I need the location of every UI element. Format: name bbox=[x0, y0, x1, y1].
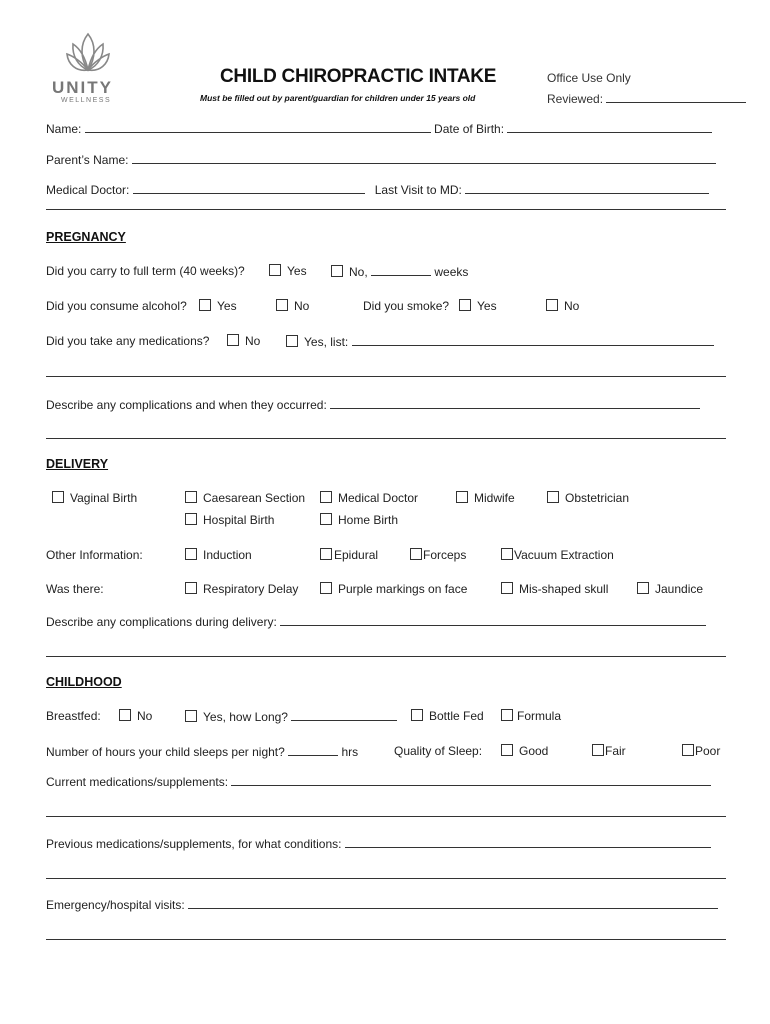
home-birth-label: Home Birth bbox=[338, 513, 399, 527]
vacuum-checkbox[interactable] bbox=[501, 548, 513, 560]
meds-yes bbox=[286, 334, 714, 349]
meds-yes-checkbox[interactable] bbox=[286, 335, 298, 347]
medical-doctor-checkbox[interactable] bbox=[320, 491, 332, 503]
vaginal-birth-checkbox[interactable] bbox=[52, 491, 64, 503]
sleep-hours-label: Number of hours your child sleeps per night? bbox=[46, 745, 285, 759]
delivery-complications-label: Describe any complications during delivery: bbox=[46, 615, 277, 629]
formula-label: Formula bbox=[517, 709, 562, 723]
sleep-good-label: Good bbox=[519, 744, 549, 758]
alcohol-no-checkbox[interactable] bbox=[276, 299, 288, 311]
breastfed-no-label: No bbox=[137, 709, 153, 723]
respiratory-option bbox=[185, 582, 298, 596]
pregnancy-complications-field[interactable] bbox=[330, 397, 700, 409]
forceps-option bbox=[410, 548, 466, 562]
sleep-poor-checkbox[interactable] bbox=[682, 744, 694, 756]
hospital-birth-option bbox=[185, 513, 274, 527]
doctor-label: Medical Doctor: bbox=[46, 183, 130, 197]
sleep-fair-checkbox[interactable] bbox=[592, 744, 604, 756]
breastfed-yes-option bbox=[185, 709, 397, 724]
alcohol-yes-checkbox[interactable] bbox=[199, 299, 211, 311]
epidural-option bbox=[320, 548, 378, 562]
sleep-good-option bbox=[501, 744, 548, 758]
dob-field[interactable] bbox=[507, 121, 712, 133]
jaundice-checkbox[interactable] bbox=[637, 582, 649, 594]
delivery-complications-continuation[interactable] bbox=[46, 656, 726, 657]
bottle-fed-label: Bottle Fed bbox=[429, 709, 484, 723]
delivery-complications-field[interactable] bbox=[280, 614, 706, 626]
vaginal-birth-option bbox=[52, 491, 137, 505]
purple-markings-checkbox[interactable] bbox=[320, 582, 332, 594]
sleep-fair-option bbox=[592, 744, 626, 758]
medical-doctor-label: Medical Doctor bbox=[338, 491, 419, 505]
vacuum-option bbox=[501, 548, 614, 562]
sleep-quality-label: Quality of Sleep: bbox=[394, 744, 483, 758]
full-term-weeks-field[interactable] bbox=[371, 264, 431, 276]
full-term-yes-label: Yes bbox=[287, 264, 307, 278]
sleep-hours-row bbox=[46, 744, 358, 759]
sleep-hours-field[interactable] bbox=[288, 744, 338, 756]
purple-markings-option bbox=[320, 582, 467, 596]
delivery-complications-row bbox=[46, 614, 706, 629]
midwife-option bbox=[456, 491, 515, 505]
previous-meds-continuation[interactable] bbox=[46, 878, 726, 879]
previous-meds-field[interactable] bbox=[345, 836, 711, 848]
lotus-logo-icon bbox=[64, 30, 112, 76]
epidural-checkbox[interactable] bbox=[320, 548, 332, 560]
jaundice-option bbox=[637, 582, 703, 596]
medical-doctor-option bbox=[320, 491, 418, 505]
emergency-field[interactable] bbox=[188, 897, 718, 909]
forceps-label: Forceps bbox=[423, 548, 467, 562]
bottle-fed-checkbox[interactable] bbox=[411, 709, 423, 721]
name-field[interactable] bbox=[85, 121, 431, 133]
obstetrician-label: Obstetrician bbox=[565, 491, 630, 505]
breastfed-no-option bbox=[119, 709, 152, 723]
misshaped-skull-checkbox[interactable] bbox=[501, 582, 513, 594]
respiratory-checkbox[interactable] bbox=[185, 582, 197, 594]
induction-option bbox=[185, 548, 252, 562]
alcohol-yes-label: Yes bbox=[217, 299, 237, 313]
smoke-question: Did you smoke? bbox=[363, 299, 450, 313]
sleep-poor-label: Poor bbox=[695, 744, 721, 758]
meds-question: Did you take any medications? bbox=[46, 334, 210, 348]
logo-brand: UNITY bbox=[52, 78, 113, 97]
smoke-no-checkbox[interactable] bbox=[546, 299, 558, 311]
full-term-no-checkbox[interactable] bbox=[331, 265, 343, 277]
jaundice-label: Jaundice bbox=[655, 582, 704, 596]
meds-no-checkbox[interactable] bbox=[227, 334, 239, 346]
current-meds-row bbox=[46, 774, 711, 789]
hospital-birth-label: Hospital Birth bbox=[203, 513, 275, 527]
parent-field[interactable] bbox=[132, 152, 716, 164]
breastfed-label: Breastfed: bbox=[46, 709, 101, 723]
logo-subtitle: WELLNESS bbox=[61, 97, 112, 104]
home-birth-option bbox=[320, 513, 398, 527]
pregnancy-heading: PREGNANCY bbox=[46, 230, 126, 244]
meds-no-label: No bbox=[245, 334, 261, 348]
smoke-no bbox=[546, 299, 579, 313]
form-subtitle: Must be filled out by parent/guardian for children under 15 years old bbox=[200, 93, 476, 103]
hospital-birth-checkbox[interactable] bbox=[185, 513, 197, 525]
last-visit-label: Last Visit to MD: bbox=[374, 183, 462, 197]
meds-no bbox=[227, 334, 260, 348]
hrs-label: hrs bbox=[341, 745, 359, 759]
name-row bbox=[46, 121, 712, 136]
current-meds-field[interactable] bbox=[231, 774, 711, 786]
full-term-yes-checkbox[interactable] bbox=[269, 264, 281, 276]
misshaped-skull-label: Mis-shaped skull bbox=[519, 582, 609, 596]
full-term-no-label: No, bbox=[349, 265, 368, 279]
pregnancy-complications-row bbox=[46, 397, 700, 412]
midwife-checkbox[interactable] bbox=[456, 491, 468, 503]
caesarean-option bbox=[185, 491, 305, 505]
midwife-label: Midwife bbox=[474, 491, 515, 505]
reviewed-field[interactable] bbox=[606, 91, 746, 103]
full-term-yes bbox=[269, 264, 307, 278]
doctor-row bbox=[46, 182, 709, 197]
office-use-label: Office Use Only bbox=[547, 71, 631, 85]
caesarean-checkbox[interactable] bbox=[185, 491, 197, 503]
breastfed-yes-checkbox[interactable] bbox=[185, 710, 197, 722]
misshaped-skull-option bbox=[501, 582, 608, 596]
sleep-fair-label: Fair bbox=[605, 744, 626, 758]
childhood-heading: CHILDHOOD bbox=[46, 675, 122, 689]
previous-meds-label: Previous medications/supplements, for what conditions: bbox=[46, 837, 342, 851]
current-meds-continuation[interactable] bbox=[46, 816, 726, 817]
formula-checkbox[interactable] bbox=[501, 709, 513, 721]
emergency-continuation[interactable] bbox=[46, 939, 726, 940]
alcohol-no bbox=[276, 299, 309, 313]
induction-checkbox[interactable] bbox=[185, 548, 197, 560]
smoke-no-label: No bbox=[564, 299, 580, 313]
bottle-fed-option bbox=[411, 709, 484, 723]
forceps-checkbox[interactable] bbox=[410, 548, 422, 560]
parent-row bbox=[46, 152, 716, 167]
vacuum-label: Vacuum Extraction bbox=[514, 548, 614, 562]
name-label: Name: bbox=[46, 122, 82, 136]
formula-option bbox=[501, 709, 561, 723]
weeks-label: weeks bbox=[434, 265, 469, 279]
sleep-good-checkbox[interactable] bbox=[501, 744, 513, 756]
breastfed-yes-label: Yes, how Long? bbox=[203, 710, 288, 724]
current-meds-label: Current medications/supplements: bbox=[46, 775, 229, 789]
sleep-poor-option bbox=[682, 744, 720, 758]
emergency-label: Emergency/hospital visits: bbox=[46, 898, 185, 912]
meds-yes-label: Yes, list: bbox=[304, 335, 349, 349]
other-info-label: Other Information: bbox=[46, 548, 143, 562]
smoke-yes-label: Yes bbox=[477, 299, 497, 313]
parent-label: Parent’s Name: bbox=[46, 153, 129, 167]
pregnancy-complications-continuation[interactable] bbox=[46, 438, 726, 439]
obstetrician-checkbox[interactable] bbox=[547, 491, 559, 503]
caesarean-label: Caesarean Section bbox=[203, 491, 306, 505]
last-visit-field[interactable] bbox=[465, 182, 709, 194]
full-term-no bbox=[331, 264, 468, 279]
induction-label: Induction bbox=[203, 548, 252, 562]
full-term-question: Did you carry to full term (40 weeks)? bbox=[46, 264, 245, 278]
obstetrician-option bbox=[547, 491, 629, 505]
breastfed-duration-field[interactable] bbox=[291, 709, 397, 721]
home-birth-checkbox[interactable] bbox=[320, 513, 332, 525]
reviewed-row bbox=[547, 91, 746, 106]
purple-markings-label: Purple markings on face bbox=[338, 582, 468, 596]
previous-meds-row bbox=[46, 836, 711, 851]
respiratory-label: Respiratory Delay bbox=[203, 582, 299, 596]
reviewed-label: Reviewed: bbox=[547, 92, 604, 106]
smoke-yes-checkbox[interactable] bbox=[459, 299, 471, 311]
dob-label: Date of Birth: bbox=[434, 122, 505, 136]
form-title: CHILD CHIROPRACTIC INTAKE bbox=[220, 66, 497, 87]
meds-list-continuation[interactable] bbox=[46, 376, 726, 377]
alcohol-yes bbox=[199, 299, 237, 313]
delivery-heading: DELIVERY bbox=[46, 457, 109, 471]
epidural-label: Epidural bbox=[334, 548, 379, 562]
vaginal-birth-label: Vaginal Birth bbox=[70, 491, 138, 505]
header-divider bbox=[46, 209, 726, 210]
alcohol-no-label: No bbox=[294, 299, 310, 313]
smoke-yes bbox=[459, 299, 497, 313]
was-there-label: Was there: bbox=[46, 582, 104, 596]
breastfed-no-checkbox[interactable] bbox=[119, 709, 131, 721]
pregnancy-complications-label: Describe any complications and when they occurred: bbox=[46, 398, 327, 412]
emergency-row bbox=[46, 897, 718, 912]
alcohol-question: Did you consume alcohol? bbox=[46, 299, 187, 313]
doctor-field[interactable] bbox=[133, 182, 365, 194]
meds-list-field[interactable] bbox=[352, 334, 714, 346]
